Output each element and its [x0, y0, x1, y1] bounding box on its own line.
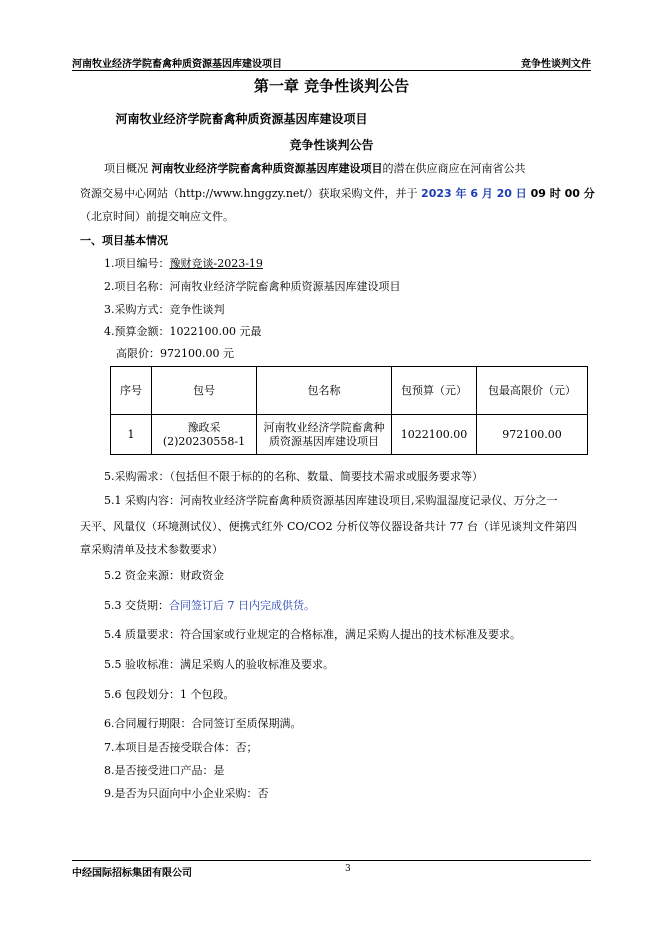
col-header-budget: 包预算（元）	[392, 367, 477, 415]
package-name-line-2: 质资源基因库建设项目	[269, 434, 379, 448]
col-header-package-name: 包名称	[257, 367, 392, 415]
intro-line-3: （北京时间）前提交响应文件。	[80, 210, 234, 223]
req-heading: 5.采购需求：（包括但不限于标的的名称、数量、简要技术需求或服务要求等）	[104, 470, 483, 483]
item-project-number	[104, 255, 263, 271]
intro-project-name: 河南牧业经济学院畜禽种质资源基因库建设项目	[151, 162, 383, 175]
req-funding-source: 5.2 资金来源：财政资金	[104, 569, 224, 582]
intro-text-1: 的潜在供应商应在河南省公共	[382, 162, 526, 175]
sme-only: 9.是否为只面向中小企业采购：否	[104, 787, 269, 800]
req-content-line-2: 天平、风量仪（环境测试仪）、便携式红外 CO/CO2 分析仪等仪器设备共计 77 台（详见谈判文件第四	[80, 520, 578, 533]
intro-text-2: 资源交易中心网站（http://www.hnggzy.net/）获取采购文件，并于	[80, 187, 422, 200]
item-procurement-method: 3.采购方式：竞争性谈判	[104, 303, 225, 316]
cell-package-id	[152, 415, 257, 455]
header-project-name: 河南牧业经济学院畜禽种质资源基因库建设项目	[72, 59, 282, 70]
announcement-type-title: 竞争性谈判公告	[289, 138, 374, 152]
cell-package-name	[257, 415, 392, 455]
page-header	[72, 55, 591, 69]
req-quality: 5.4 质量要求：符合国家或行业规定的合格标准，满足采购人提出的技术标准及要求。	[104, 628, 521, 641]
col-header-package-id: 包号	[152, 367, 257, 415]
cell-budget: 1022100.00	[392, 415, 477, 455]
col-header-no: 序号	[111, 367, 152, 415]
page-number: 3	[345, 864, 351, 874]
req-delivery	[104, 597, 315, 613]
deadline-time: 09 时 00 分	[526, 187, 595, 200]
table-header-row	[111, 367, 588, 415]
col-header-price-cap: 包最高限价（元）	[477, 367, 588, 415]
project-number-label: 1.项目编号：	[104, 257, 170, 270]
announcement-project-title: 河南牧业经济学院畜禽种质资源基因库建设项目	[115, 112, 368, 126]
header-doc-type: 竞争性谈判文件	[521, 59, 591, 70]
req-acceptance: 5.5 验收标准：满足采购人的验收标准及要求。	[104, 658, 334, 671]
intro-line-1	[104, 160, 526, 176]
intro-line-2	[80, 185, 595, 201]
package-name-line-1: 河南牧业经济学院畜禽种	[263, 420, 385, 434]
consortium: 7.本项目是否接受联合体：否；	[104, 741, 258, 754]
table-row	[111, 415, 588, 455]
req-lots: 5.6 包段划分：1 个包段。	[104, 688, 235, 701]
footer-company: 中经国际招标集团有限公司	[72, 868, 192, 879]
deadline-date: 2023 年 6 月 20 日	[421, 187, 527, 200]
req-content-line-3: 章采购清单及技术参数要求）	[80, 543, 223, 556]
chapter-title: 第一章 竞争性谈判公告	[253, 77, 410, 95]
project-number-value: 豫财竞谈-2023-19	[169, 257, 263, 270]
contract-period: 6.合同履行期限：合同签订至质保期满。	[104, 717, 302, 730]
header-divider	[72, 70, 591, 71]
cell-no: 1	[111, 415, 152, 455]
delivery-value: 合同签订后 7 日内完成供货。	[169, 599, 315, 612]
delivery-label: 5.3 交货期：	[104, 599, 169, 612]
cell-price-cap: 972100.00	[477, 415, 588, 455]
section-basic-info-heading: 一、项目基本情况	[80, 234, 168, 247]
imported-products: 8.是否接受进口产品：是	[104, 764, 225, 777]
item-price-cap: 高限价：972100.00 元	[116, 347, 234, 360]
package-id-line-1: 豫政采	[187, 420, 221, 434]
req-content-line-1: 5.1 采购内容：河南牧业经济学院畜禽种质资源基因库建设项目,采购温湿度记录仪、万分之一	[104, 494, 558, 507]
item-budget: 4.预算金额：1022100.00 元最	[104, 325, 262, 338]
package-table	[110, 366, 588, 455]
package-id-line-2: (2)20230558-1	[162, 434, 246, 448]
item-project-name: 2.项目名称：河南牧业经济学院畜禽种质资源基因库建设项目	[104, 280, 401, 293]
footer-divider	[72, 860, 591, 861]
intro-label: 项目概况	[104, 162, 152, 175]
